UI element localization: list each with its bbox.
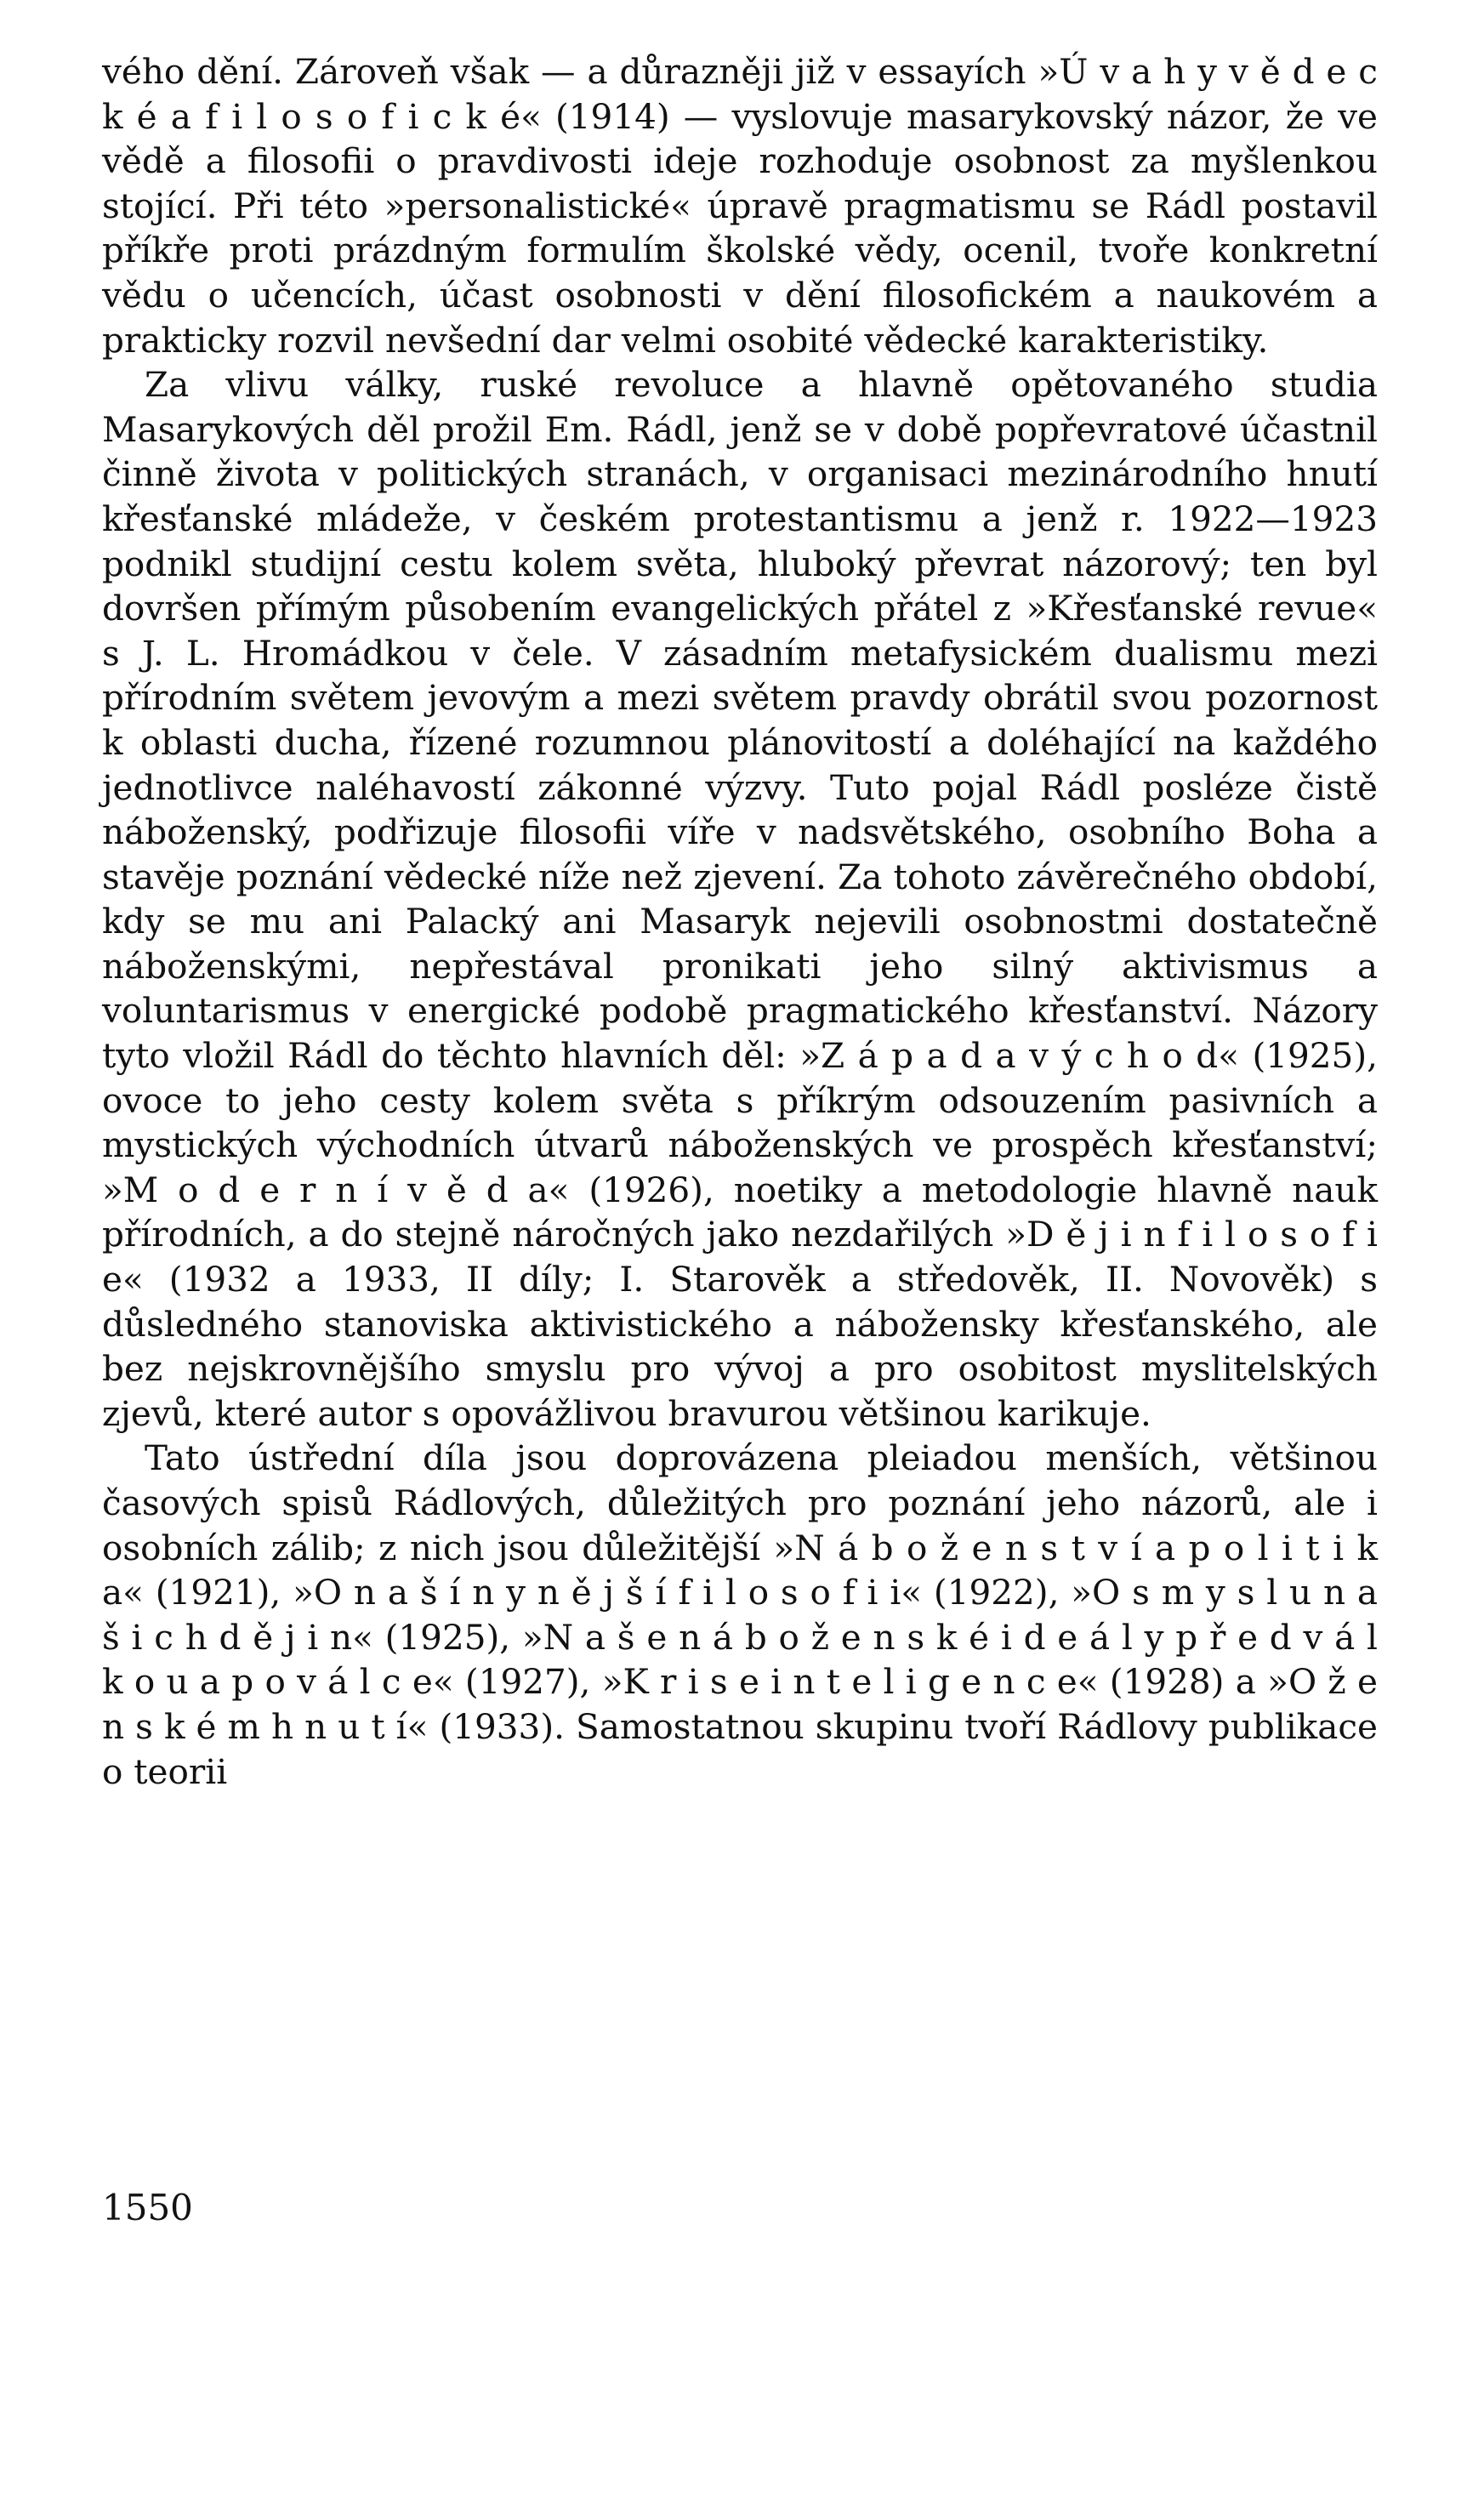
paragraph-3: Tato ústřední díla jsou doprovázena pleiadou menších, většinou časových spisů Rádlových, důležitých pro poznání jeho názorů, ale i osobních zálib; z nich jsou důležitější »N á b o ž e n s t v í a p o l i t i k a« (1921), »O n a š í n y n ě j š í f i l o s o f i i« (1922), »O s m y s l u n a š i c h d ě j i n« (1925), »N a š e n á b o ž e n s k é i d e á l y p ř e d v á l k o u a p o v á l c e« (1927), »K r i s e i n t e l i g e n c e« (1928) a »O ž e n s k é m h n u t í« (1933). Samostatnou skupinu tvoří Rádlovy publikace o teorii: [102, 1437, 1378, 1792]
page-body: [102, 49, 1378, 1794]
paragraph-2: Za vlivu války, ruské revoluce a hlavně opětovaného studia Masarykových děl prožil Em. Rádl, jenž se v době popřevratové účastnil činně života v politických stranách, v organisaci mezinárodního hnutí křesťanské mládeže, v českém protestantismu a jenž r. 1922—1923 podnikl studijní cestu kolem světa, hluboký převrat názorový; ten byl dovršen přímým působením evangelických přátel z »Křesťanské revue« s J. L. Hromádkou v čele. V zásadním metafysickém dualismu mezi přírodním světem jevovým a mezi světem pravdy obrátil svou pozornost k oblasti ducha, řízené rozumnou plánovitostí a doléhající na každého jednotlivce naléhavostí zákonné výzvy. Tuto pojal Rádl posléze čistě náboženský, podřizuje filosofii víře v nadsvětského, osobního Boha a stavěje poznání vědecké níže než zjevení. Za tohoto závěrečného období, kdy se mu ani Palacký ani Masaryk nejevili osobnostmi dostatečně náboženskými, nepřestával pronikati jeho silný aktivismus a voluntarismus v energické podobě pragmatického křesťanství. Názory tyto vložil Rádl do těchto hlavních děl: »Z á p a d a v ý c h o d« (1925), ovoce to jeho cesty kolem světa s příkrým odsouzením pasivních a mystických východních útvarů náboženských ve prospěch křesťanství; »M o d e r n í v ě d a« (1926), noetiky a metodologie hlavně nauk přírodních, a do stejně náročných jako nezdařilých »D ě j i n f i l o s o f i e« (1932 a 1933, II díly; I. Starověk a středověk, II. Novověk) s důsledného stanoviska aktivistického a nábožensky křesťanského, ale bez nejskrovnějšího smyslu pro vývoj a pro osobitost myslitelských zjevů, které autor s opovážlivou bravurou většinou karikuje.: [102, 364, 1378, 1434]
paragraph-1: vého dění. Zároveň však — a důrazněji již v essayích »Ú v a h y v ě d e c k é a f i l o s o f i c k é« (1914) — vyslovuje masarykovský názor, že ve vědě a filosofii o pravdivosti ideje rozhoduje osobnost za myšlenkou stojící. Při této »personalistické« úpravě pragmatismu se Rádl postavil příkře proti prázdným formulím školské vědy, ocenil, tvoře konkretní vědu o učencích, účast osobnosti v dění filosofickém a naukovém a prakticky rozvil nevšední dar velmi osobité vědecké karakteristiky.: [102, 51, 1378, 361]
page-number: 1550: [102, 2187, 193, 2228]
